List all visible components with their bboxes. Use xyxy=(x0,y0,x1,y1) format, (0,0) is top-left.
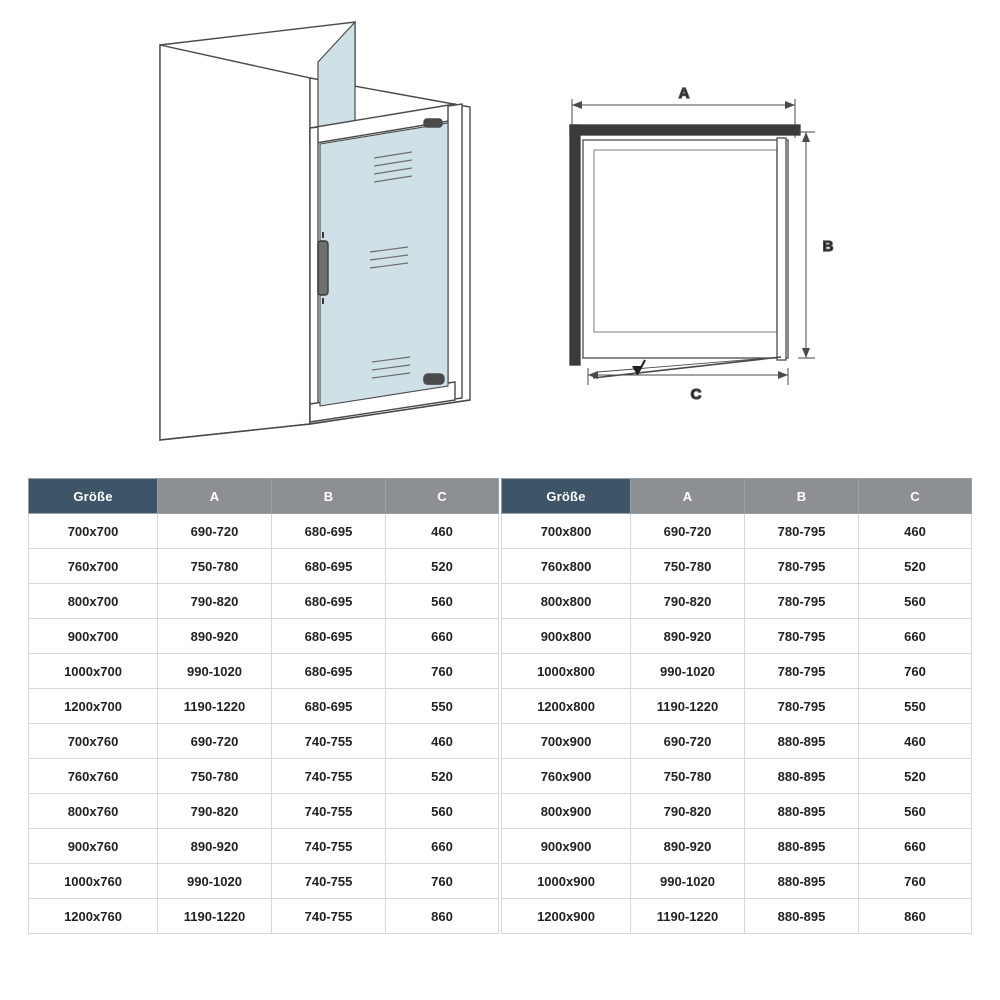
table-row xyxy=(29,654,499,689)
table-row xyxy=(502,654,972,689)
cell-c: 520 xyxy=(386,759,499,794)
cell-b: 880-895 xyxy=(745,864,859,899)
cell-size: 700x900 xyxy=(502,724,631,759)
cell-c: 460 xyxy=(386,724,499,759)
cell-c: 660 xyxy=(386,829,499,864)
column-header-a: A xyxy=(158,479,272,514)
column-header-c: C xyxy=(859,479,972,514)
cell-b: 740-755 xyxy=(272,759,386,794)
cell-size: 760x700 xyxy=(29,549,158,584)
cell-a: 790-820 xyxy=(631,794,745,829)
cell-a: 990-1020 xyxy=(158,864,272,899)
svg-text:B: B xyxy=(822,238,834,255)
table-row xyxy=(502,794,972,829)
door-handle-icon xyxy=(318,232,328,304)
cell-b: 880-895 xyxy=(745,724,859,759)
cell-size: 800x800 xyxy=(502,584,631,619)
cell-b: 740-755 xyxy=(272,724,386,759)
cell-c: 520 xyxy=(859,759,972,794)
cell-b: 680-695 xyxy=(272,584,386,619)
cell-c: 760 xyxy=(859,654,972,689)
cell-size: 800x700 xyxy=(29,584,158,619)
table-row xyxy=(502,689,972,724)
cell-size: 900x900 xyxy=(502,829,631,864)
size-table-right xyxy=(501,478,972,934)
table-row xyxy=(29,584,499,619)
cell-c: 460 xyxy=(859,724,972,759)
cell-c: 860 xyxy=(386,899,499,934)
cell-b: 880-895 xyxy=(745,899,859,934)
cell-a: 890-920 xyxy=(631,619,745,654)
table-header-row xyxy=(29,479,499,514)
cell-a: 890-920 xyxy=(158,829,272,864)
cell-size: 760x760 xyxy=(29,759,158,794)
cell-c: 560 xyxy=(386,584,499,619)
cell-size: 1200x760 xyxy=(29,899,158,934)
cell-c: 760 xyxy=(386,654,499,689)
cell-a: 790-820 xyxy=(631,584,745,619)
cell-c: 760 xyxy=(859,864,972,899)
cell-b: 880-895 xyxy=(745,759,859,794)
dimension-c xyxy=(588,368,788,403)
table-row xyxy=(29,829,499,864)
cell-c: 560 xyxy=(859,584,972,619)
cell-b: 680-695 xyxy=(272,689,386,724)
table-row xyxy=(29,724,499,759)
table-header-row xyxy=(502,479,972,514)
table-row xyxy=(502,759,972,794)
cell-size: 800x900 xyxy=(502,794,631,829)
cell-b: 780-795 xyxy=(745,619,859,654)
cell-size: 800x760 xyxy=(29,794,158,829)
cell-b: 780-795 xyxy=(745,514,859,549)
cell-a: 750-780 xyxy=(158,549,272,584)
cell-b: 780-795 xyxy=(745,689,859,724)
table-row xyxy=(502,584,972,619)
cell-size: 900x760 xyxy=(29,829,158,864)
cell-a: 890-920 xyxy=(631,829,745,864)
cell-a: 750-780 xyxy=(158,759,272,794)
technical-drawings xyxy=(0,0,1000,470)
cell-a: 1190-1220 xyxy=(158,689,272,724)
table-row xyxy=(29,759,499,794)
cell-size: 1200x800 xyxy=(502,689,631,724)
cell-size: 1200x900 xyxy=(502,899,631,934)
column-header-b: B xyxy=(272,479,386,514)
cell-a: 790-820 xyxy=(158,794,272,829)
cell-a: 990-1020 xyxy=(158,654,272,689)
cell-b: 680-695 xyxy=(272,549,386,584)
cell-size: 700x760 xyxy=(29,724,158,759)
cell-c: 560 xyxy=(859,794,972,829)
cell-a: 750-780 xyxy=(631,549,745,584)
cell-c: 550 xyxy=(859,689,972,724)
cell-size: 1000x800 xyxy=(502,654,631,689)
cell-size: 700x700 xyxy=(29,514,158,549)
cell-a: 990-1020 xyxy=(631,864,745,899)
table-row xyxy=(29,549,499,584)
cell-size: 700x800 xyxy=(502,514,631,549)
cell-a: 1190-1220 xyxy=(631,899,745,934)
table-row xyxy=(502,549,972,584)
size-table-left xyxy=(28,478,499,934)
cell-a: 1190-1220 xyxy=(158,899,272,934)
cell-c: 460 xyxy=(859,514,972,549)
svg-text:C: C xyxy=(690,386,702,403)
cell-size: 900x800 xyxy=(502,619,631,654)
cell-c: 660 xyxy=(859,829,972,864)
cell-a: 1190-1220 xyxy=(631,689,745,724)
cell-a: 890-920 xyxy=(158,619,272,654)
cell-size: 760x800 xyxy=(502,549,631,584)
column-header-groesse: Größe xyxy=(502,479,631,514)
table-row xyxy=(29,619,499,654)
cell-c: 550 xyxy=(386,689,499,724)
table-row xyxy=(29,689,499,724)
cell-c: 760 xyxy=(386,864,499,899)
cell-a: 750-780 xyxy=(631,759,745,794)
cell-b: 680-695 xyxy=(272,654,386,689)
column-header-c: C xyxy=(386,479,499,514)
cell-c: 520 xyxy=(859,549,972,584)
cell-size: 1000x900 xyxy=(502,864,631,899)
column-header-groesse: Größe xyxy=(29,479,158,514)
cell-size: 1000x700 xyxy=(29,654,158,689)
cell-a: 690-720 xyxy=(631,514,745,549)
cell-c: 460 xyxy=(386,514,499,549)
cell-b: 740-755 xyxy=(272,794,386,829)
cell-a: 690-720 xyxy=(158,724,272,759)
cell-c: 860 xyxy=(859,899,972,934)
perspective-view xyxy=(160,22,470,440)
dimension-b xyxy=(798,132,834,358)
table-row xyxy=(29,864,499,899)
table-row xyxy=(502,829,972,864)
cell-b: 880-895 xyxy=(745,829,859,864)
table-row xyxy=(29,514,499,549)
table-row xyxy=(29,899,499,934)
table-row xyxy=(502,619,972,654)
column-header-a: A xyxy=(631,479,745,514)
table-row xyxy=(502,514,972,549)
cell-b: 780-795 xyxy=(745,549,859,584)
cell-size: 760x900 xyxy=(502,759,631,794)
table-row xyxy=(502,864,972,899)
table-row xyxy=(29,794,499,829)
cell-b: 780-795 xyxy=(745,654,859,689)
cell-c: 660 xyxy=(859,619,972,654)
cell-a: 990-1020 xyxy=(631,654,745,689)
cell-a: 690-720 xyxy=(631,724,745,759)
table-row xyxy=(502,899,972,934)
cell-c: 660 xyxy=(386,619,499,654)
cell-a: 690-720 xyxy=(158,514,272,549)
cell-size: 1200x700 xyxy=(29,689,158,724)
cell-a: 790-820 xyxy=(158,584,272,619)
cell-b: 740-755 xyxy=(272,864,386,899)
table-row xyxy=(502,724,972,759)
cell-b: 740-755 xyxy=(272,899,386,934)
size-tables xyxy=(0,478,1000,934)
cell-size: 900x700 xyxy=(29,619,158,654)
cell-c: 520 xyxy=(386,549,499,584)
cell-b: 680-695 xyxy=(272,514,386,549)
svg-text:A: A xyxy=(678,85,690,102)
cell-b: 780-795 xyxy=(745,584,859,619)
column-header-b: B xyxy=(745,479,859,514)
cell-c: 560 xyxy=(386,794,499,829)
cell-b: 740-755 xyxy=(272,829,386,864)
cell-b: 880-895 xyxy=(745,794,859,829)
cell-b: 680-695 xyxy=(272,619,386,654)
plan-view xyxy=(570,85,834,403)
cell-size: 1000x760 xyxy=(29,864,158,899)
